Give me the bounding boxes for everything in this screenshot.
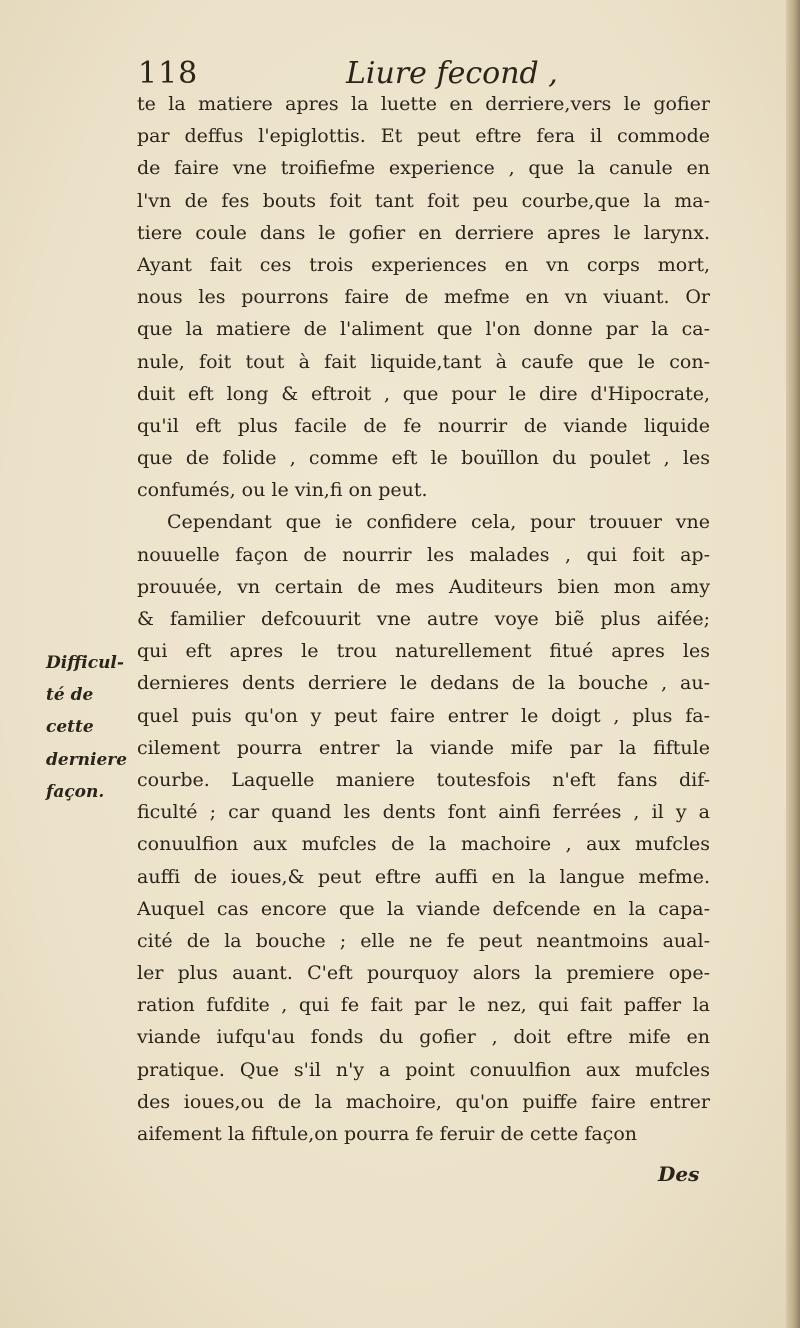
text-line: qui eft apres le trou naturellement fitué apres les xyxy=(137,640,710,663)
text-line: prouuée, vn certain de mes Auditeurs bien mon amy xyxy=(137,575,710,598)
marginal-note-line: façon. xyxy=(46,781,105,802)
text-line: ration fufdite , qui fe fait par le nez, qui fait paffer la xyxy=(137,994,710,1017)
text-line: pratique. Que s'il n'y a point conuulfion aux mufcles xyxy=(137,1058,710,1081)
marginal-note xyxy=(46,647,126,808)
text-block xyxy=(137,88,710,1150)
text-line: ficulté ; car quand les dents font ainfi ferrées , il y a xyxy=(137,801,710,824)
text-line: qu'il eft plus facile de fe nourrir de viande liquide xyxy=(137,414,710,437)
text-line: cité de la bouche ; elle ne fe peut neantmoins aual- xyxy=(137,929,710,952)
text-line: confumés, ou le vin,fi on peut. xyxy=(137,479,428,502)
marginal-note-line: derniere xyxy=(46,749,128,770)
text-line: quel puis qu'on y peut faire entrer le doigt , plus fa- xyxy=(137,704,710,727)
text-line: Cependant que ie confidere cela, pour trouuer vne xyxy=(167,511,710,534)
text-line: de faire vne troifiefme experience , que la canule en xyxy=(137,157,710,180)
running-head: Liure fecond , xyxy=(346,56,558,91)
text-line: courbe. Laquelle maniere toutesfois n'eft fans dif- xyxy=(137,768,710,791)
marginal-note-line: cette xyxy=(46,717,94,738)
text-line: que la matiere de l'aliment que l'on donne par la ca- xyxy=(137,318,710,341)
text-line: par deffus l'epiglottis. Et peut eftre fera il commode xyxy=(137,125,710,148)
text-line: te la matiere apres la luette en derriere,vers le gofier xyxy=(137,93,710,115)
page-number: 118 xyxy=(138,56,199,91)
text-line: Auquel cas encore que la viande defcende en la capa- xyxy=(137,897,710,920)
text-line: Ayant fait ces trois experiences en vn corps mort, xyxy=(137,253,710,276)
text-line: tiere coule dans le gofier en derriere apres le larynx. xyxy=(137,221,710,244)
text-line: des ioues,ou de la machoire, qu'on puiffe faire entrer xyxy=(137,1090,710,1113)
text-line: conuulfion aux mufcles de la machoire , aux mufcles xyxy=(137,833,710,856)
text-line: nous les pourrons faire de mefme en vn viuant. Or xyxy=(137,286,710,309)
marginal-note-line: té de xyxy=(46,685,94,706)
text-line: viande iufqu'au fonds du gofier , doit eftre mife en xyxy=(137,1026,710,1049)
text-line: aifement la fiftule,on pourra fe feruir de cette façon xyxy=(137,1123,637,1145)
catchword: Des xyxy=(658,1162,700,1186)
page-edge xyxy=(786,0,800,1328)
text-line: dernieres dents derriere le dedans de la bouche , au- xyxy=(137,672,710,695)
text-line: l'vn de fes bouts foit tant foit peu courbe,que la ma- xyxy=(137,189,710,212)
text-line: nule, foit tout à fait liquide,tant à caufe que le con- xyxy=(137,350,710,373)
text-line: ler plus auant. C'eft pourquoy alors la premiere ope- xyxy=(137,962,710,985)
text-line: auffi de ioues,& peut eftre auffi en la langue mefme. xyxy=(137,865,710,888)
text-line: duit eft long & eftroit , que pour le dire d'Hipocrate, xyxy=(137,382,710,405)
text-line: nouuelle façon de nourrir les malades , qui foit ap- xyxy=(137,543,710,566)
text-line: cilement pourra entrer la viande mife par la fiftule xyxy=(137,736,710,759)
text-line: & familier defcouurit vne autre voye biẽ plus aifée; xyxy=(137,608,710,630)
text-line: que de folide , comme eft le bouïllon du poulet , les xyxy=(137,447,710,470)
marginal-note-line: Difficul- xyxy=(46,653,124,673)
